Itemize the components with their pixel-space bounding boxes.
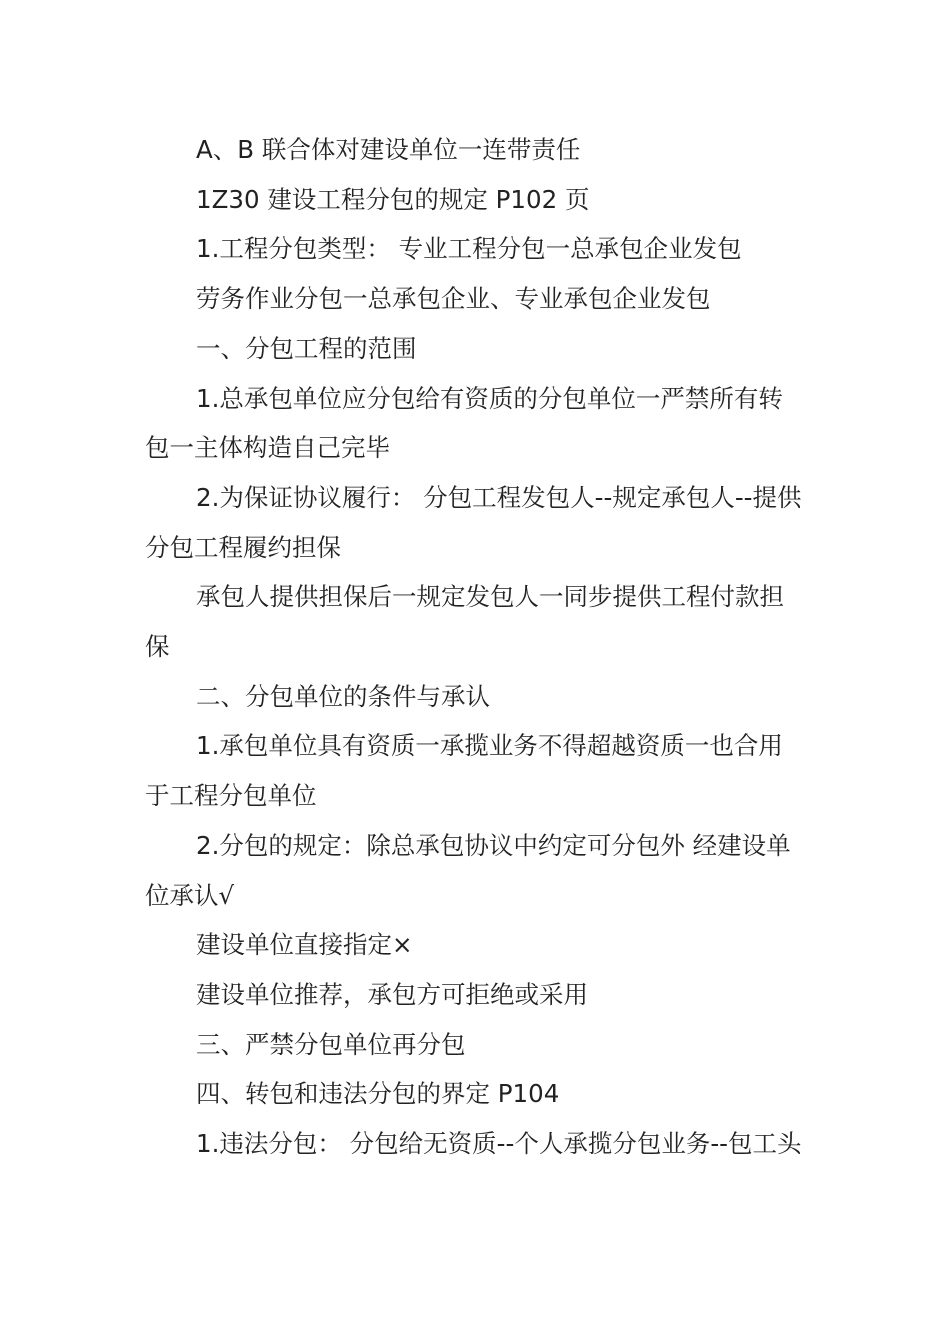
paragraph-scope-2: 2.为保证协议履行： 分包工程发包人--规定承包人--提供分包工程履约担保 (145, 482, 802, 562)
heading-definitions: 四、转包和违法分包的界定 P104 (196, 1079, 560, 1109)
paragraph-subcontract-types: 1.工程分包类型： 专业工程分包一总承包企业发包 (196, 234, 742, 264)
paragraph-payment-guarantee: 承包人提供担保后一规定发包人一同步提供工程付款担保 (145, 582, 784, 662)
heading-no-resubcontract: 三、严禁分包单位再分包 (196, 1029, 466, 1059)
paragraph-joint-liability: A、B 联合体对建设单位一连带责任 (196, 135, 581, 164)
paragraph-conditions-1: 1.承包单位具有资质一承揽业务不得超越资质一也合用于工程分包单位 (145, 731, 783, 811)
paragraph-recommendation: 建设单位推荐，承包方可拒绝或采用 (196, 979, 588, 1009)
heading-scope: 一、分包工程的范围 (196, 333, 417, 363)
paragraph-scope-1: 1.总承包单位应分包给有资质的分包单位一严禁所有转包一主体构造自己完毕 (145, 383, 783, 463)
paragraph-labor-subcontract: 劳务作业分包一总承包企业、专业承包企业发包 (196, 284, 711, 314)
paragraph-direct-designation: 建设单位直接指定× (196, 930, 413, 960)
paragraph-illegal-subcontract: 1.违法分包： 分包给无资质--个人承揽分包业务--包工头 (196, 1129, 802, 1159)
paragraph-conditions-2: 2.分包的规定：除总承包协议中约定可分包外 经建设单位承认√ (145, 830, 791, 910)
document-body (145, 125, 807, 1169)
heading-subcontract-rules: 1Z30 建设工程分包的规定 P102 页 (196, 184, 590, 214)
heading-conditions: 二、分包单位的条件与承认 (196, 681, 490, 711)
